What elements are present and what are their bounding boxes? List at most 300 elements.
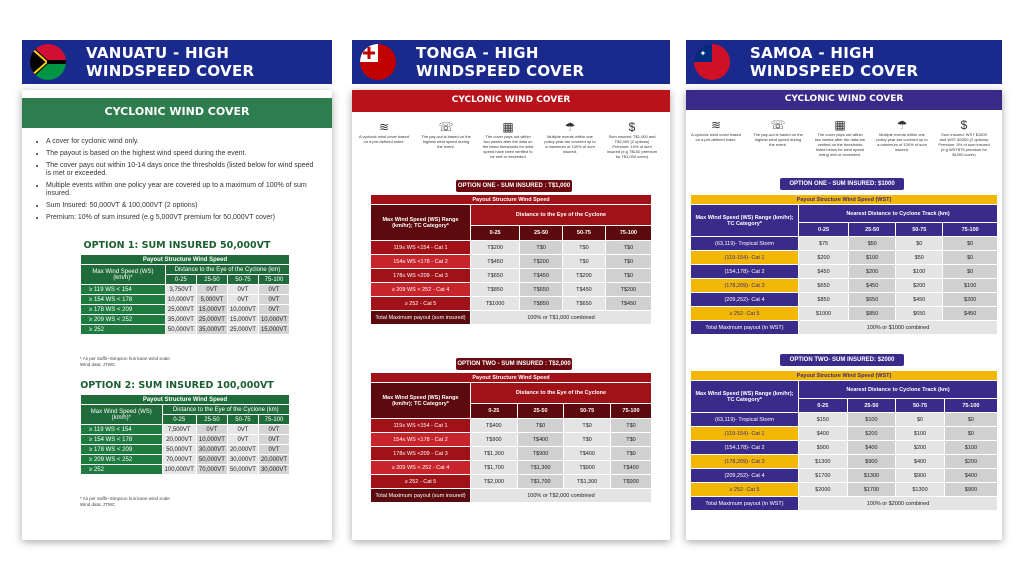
table-row xyxy=(81,325,290,335)
col-header: 75-100 xyxy=(258,415,289,425)
bullet-item: • The cover pays out within 10-14 days once the thresholds (listed below for wind speed is met or exceeded. xyxy=(46,162,318,178)
info-text: Sum insured: T$1,000 and T$2,000 (2 options) Premium: 10% of sum insured (e.g T$100 premium for T$1,000 cover) xyxy=(606,134,658,159)
cell: 5,000VT xyxy=(196,295,227,305)
table-row xyxy=(691,251,998,265)
cell: 10,000VT xyxy=(258,315,289,325)
col-header: 0-25 xyxy=(799,399,848,413)
row-label: 119≤ WS <154 - Cat 1 xyxy=(371,419,471,433)
tonga-title-line1: TONGA - HIGH xyxy=(416,44,539,62)
cell: $1700 xyxy=(847,483,896,497)
cell: 30,000VT xyxy=(258,465,289,475)
cell: $450 xyxy=(799,265,849,279)
cell: 10,000VT xyxy=(227,305,258,315)
phone-icon: ☏ xyxy=(438,120,454,134)
table-row xyxy=(371,461,652,475)
row-header: Max Wind Speed (WS) (km/h)* xyxy=(81,405,163,425)
cell: 0VT xyxy=(227,285,258,295)
table-total-row xyxy=(691,321,998,335)
table-row xyxy=(81,425,290,435)
col-header: 50-75 xyxy=(563,226,606,241)
cell: 0VT xyxy=(258,425,289,435)
tonga-flag-icon xyxy=(360,44,396,80)
cell: $900 xyxy=(944,483,997,497)
cell: T$900 xyxy=(564,461,611,475)
cell: $400 xyxy=(799,427,848,441)
money-bag-icon: $ xyxy=(628,120,636,134)
cell: $200 xyxy=(849,265,896,279)
row-header: Max Wind Speed (WS) Range (km/hr); TC Category* xyxy=(691,205,799,237)
table-row xyxy=(691,455,998,469)
tonga-option1-table xyxy=(370,194,652,325)
col-header: 25-50 xyxy=(196,275,227,285)
cell: T$400 xyxy=(471,419,518,433)
cell: $50 xyxy=(849,237,896,251)
cell: 0VT xyxy=(196,425,227,435)
cell: T$1,300 xyxy=(471,447,518,461)
bullet-item: • Multiple events within one policy year are covered up to a maximum of 100% of sum insured. xyxy=(46,182,318,198)
cell: $0 xyxy=(944,413,997,427)
tonga-header xyxy=(352,40,670,84)
vanuatu-option1-note xyxy=(80,356,170,368)
row-label: (119-154)- Cat 1 xyxy=(691,251,799,265)
cell: T$650 xyxy=(471,269,520,283)
cell: $200 xyxy=(799,251,849,265)
bullet-item: • Sum Insured: 50,000VT & 100,000VT (2 options) xyxy=(46,202,318,210)
vanuatu-sheet xyxy=(22,90,332,540)
row-label: ≥ 252 - Cat 5 xyxy=(371,475,471,489)
samoa-option1-table xyxy=(690,194,998,335)
info-text: The pay-out is based on the highest wind speed during the event. xyxy=(421,134,471,149)
cell: $1300 xyxy=(799,455,848,469)
cell: 0VT xyxy=(258,285,289,295)
table-row xyxy=(81,315,290,325)
cell: $1300 xyxy=(896,483,945,497)
cell: $150 xyxy=(799,413,848,427)
cell: $100 xyxy=(896,427,945,441)
cell: 0VT xyxy=(227,435,258,445)
total-label: Total Maximum payout (sum insured) xyxy=(371,489,471,503)
total-label: Total Maximum payout (in WST) xyxy=(691,497,799,511)
col-header: 50-75 xyxy=(564,404,611,419)
table-row xyxy=(371,447,652,461)
cell: $400 xyxy=(847,441,896,455)
col-header: 25-50 xyxy=(517,404,564,419)
row-label: 119≤ WS <154 - Cat 1 xyxy=(371,241,471,255)
cell: $0 xyxy=(896,237,943,251)
wind-icon: ≋ xyxy=(710,118,722,132)
vanuatu-title-line1: VANUATU - HIGH xyxy=(86,44,230,62)
cell: T$400 xyxy=(517,433,564,447)
col-header: 0-25 xyxy=(471,404,518,419)
table-row xyxy=(81,295,290,305)
info-tile xyxy=(752,118,804,147)
note-line: * As per Saffir–Simpson hurricane wind scale xyxy=(80,356,170,361)
row-label: (209,252)- Cat 4 xyxy=(691,469,799,483)
cell: T$0 xyxy=(610,419,651,433)
cell: 50,000VT xyxy=(165,325,196,335)
table-row xyxy=(691,441,998,455)
total-label: Total Maximum payout (sum insured) xyxy=(371,311,471,325)
cell: 0VT xyxy=(196,285,227,295)
cell: T$2,000 xyxy=(471,475,518,489)
cell: T$0 xyxy=(563,241,606,255)
cell: T$1,700 xyxy=(517,475,564,489)
note-line: Wind data: JTWC xyxy=(80,362,116,367)
cell: $100 xyxy=(943,279,998,293)
phone-icon: ☏ xyxy=(770,118,786,132)
cell: $200 xyxy=(943,293,998,307)
info-tile xyxy=(876,118,928,152)
row-label: ≥ 154 WS < 178 xyxy=(81,435,163,445)
cell: $100 xyxy=(896,265,943,279)
cell: 3,750VT xyxy=(165,285,196,295)
cell: T$850 xyxy=(520,297,563,311)
row-header: Max Wind Speed (WS) Range (km/hr); TC Category* xyxy=(371,383,471,419)
row-label: ≥ 209 WS < 252 - Cat 4 xyxy=(371,461,471,475)
cell: 20,000VT xyxy=(227,445,258,455)
samoa-panel xyxy=(686,40,1002,540)
row-header: Max Wind Speed (WS) (km/h)* xyxy=(81,265,166,285)
col-header: 75-100 xyxy=(944,399,997,413)
col-header: 25-50 xyxy=(849,223,896,237)
cell: $0 xyxy=(943,265,998,279)
cell: T$0 xyxy=(564,419,611,433)
samoa-header xyxy=(686,40,1002,84)
col-header: 25-50 xyxy=(520,226,563,241)
tonga-option2-table xyxy=(370,372,652,503)
table-row xyxy=(371,241,652,255)
cell: T$0 xyxy=(605,269,651,283)
cell: $850 xyxy=(849,307,896,321)
info-text: The cover pays out within two weeks after the data are verified on the thresholds listed below for wind speed being met or exceeded. xyxy=(814,132,866,157)
table-row xyxy=(691,293,998,307)
vanuatu-section-title: CYCLONIC WIND COVER xyxy=(104,105,250,118)
tonga-section-title: CYCLONIC WIND COVER xyxy=(451,95,571,105)
cell: $400 xyxy=(896,455,945,469)
info-tile xyxy=(482,120,534,159)
bullet-item: • Premium: 10% of sum insured (e.g 5,000VT premium for 50,000VT cover) xyxy=(46,214,318,222)
cell: $650 xyxy=(849,293,896,307)
cell: T$0 xyxy=(610,447,651,461)
table-row xyxy=(81,285,290,295)
table-row xyxy=(81,455,290,465)
cell: 30,000VT xyxy=(196,445,227,455)
vanuatu-bullet-list xyxy=(46,138,318,226)
row-label: ≥ 119 WS < 154 xyxy=(81,425,163,435)
cell: 7,500VT xyxy=(162,425,196,435)
cell: $0 xyxy=(896,413,945,427)
row-label: ≥ 209 WS < 252 xyxy=(81,455,163,465)
row-label: (119-154)- Cat 1 xyxy=(691,427,799,441)
total-value: 100% or $2000 combined xyxy=(799,497,998,511)
table-row xyxy=(371,269,652,283)
cell: T$200 xyxy=(471,241,520,255)
cell: T$400 xyxy=(564,447,611,461)
table-caption: Payout Structure Wind Speed xyxy=(371,373,652,383)
row-label: ≥ 209 WS < 252 - Cat 4 xyxy=(371,283,471,297)
cell: $2000 xyxy=(799,483,848,497)
cell: T$900 xyxy=(517,447,564,461)
umbrella-icon: ☂ xyxy=(564,120,576,134)
cell: $0 xyxy=(943,251,998,265)
wind-icon: ≋ xyxy=(378,120,390,134)
table-caption: Payout Structure Wind Speed xyxy=(371,195,652,205)
table-caption: Payout Structure Wind Speed (WST) xyxy=(691,371,998,381)
info-text: The cover pays out within two weeks after the data on the listed thresholds for wind speed have been verified to be met or exceeded xyxy=(482,134,534,159)
col-header: 50-75 xyxy=(227,275,258,285)
table-row xyxy=(371,419,652,433)
bullet-item: • A cover for cyclonic wind only. xyxy=(46,138,318,146)
vanuatu-flag-icon xyxy=(30,44,66,80)
col-header: 25-50 xyxy=(847,399,896,413)
table-caption: Payout Structure Wind Speed (WST) xyxy=(691,195,998,205)
info-tile xyxy=(420,120,472,149)
row-label: ≥ 252- Cat 5 xyxy=(691,307,799,321)
samoa-option2-table xyxy=(690,370,998,511)
col-header: 75-100 xyxy=(610,404,651,419)
cell: 15,000VT xyxy=(258,325,289,335)
cell: 70,000VT xyxy=(196,465,227,475)
samoa-title-line2: WINDSPEED COVER xyxy=(750,62,919,80)
cell: T$900 xyxy=(471,433,518,447)
total-value: 100% or T$2,000 combined xyxy=(471,489,652,503)
info-tile xyxy=(358,120,410,144)
row-label: 178≤ WS <209 - Cat 3 xyxy=(371,269,471,283)
row-label: (178,209)- Cat 3 xyxy=(691,279,799,293)
samoa-option1-label: OPTION ONE - SUM INSURED: $1000 xyxy=(780,178,904,190)
cell: $200 xyxy=(944,455,997,469)
cell: 0VT xyxy=(258,435,289,445)
info-tile xyxy=(606,120,658,159)
row-label: 178≤ WS <209 - Cat 3 xyxy=(371,447,471,461)
cell: $100 xyxy=(944,441,997,455)
cell: T$1,300 xyxy=(564,475,611,489)
info-tile xyxy=(690,118,742,142)
svg-text:✦: ✦ xyxy=(699,49,707,58)
col-group-header: Distance to the Eye of the Cyclone xyxy=(471,383,652,404)
cell: 15,000VT xyxy=(196,305,227,315)
row-label: ≥ 178 WS < 209 xyxy=(81,305,166,315)
cell: 50,000VT xyxy=(196,455,227,465)
cell: $450 xyxy=(896,293,943,307)
row-label: ≥ 119 WS < 154 xyxy=(81,285,166,295)
cell: 20,000VT xyxy=(162,435,196,445)
calendar-icon: ▦ xyxy=(502,120,514,134)
row-label: (154,178)- Cat 2 xyxy=(691,265,799,279)
row-label: 154≤ WS <178 - Cat 2 xyxy=(371,433,471,447)
table-caption: Payout Structure Wind Speed xyxy=(81,255,290,265)
cell: 0VT xyxy=(258,295,289,305)
cell: $75 xyxy=(799,237,849,251)
bullet-item: • The payout is based on the highest wind speed during the event. xyxy=(46,150,318,158)
table-row xyxy=(691,307,998,321)
cell: $200 xyxy=(896,279,943,293)
cell: T$450 xyxy=(471,255,520,269)
cell: T$450 xyxy=(520,269,563,283)
table-row xyxy=(691,483,998,497)
cell: 0VT xyxy=(258,445,289,455)
row-label: (63,119)- Tropical Storm xyxy=(691,413,799,427)
cell: T$0 xyxy=(517,419,564,433)
vanuatu-option2-title: OPTION 2: SUM INSURED 100,000VT xyxy=(80,380,274,391)
col-header: 0-25 xyxy=(799,223,849,237)
cell: $1300 xyxy=(847,469,896,483)
table-row xyxy=(691,427,998,441)
cell: T$0 xyxy=(563,255,606,269)
vanuatu-option1-table xyxy=(80,254,290,335)
cell: 35,000VT xyxy=(196,325,227,335)
vanuatu-title xyxy=(86,44,254,80)
cell: $850 xyxy=(799,293,849,307)
col-header: 25-50 xyxy=(196,415,227,425)
col-group-header: Distance to the Eye of the Cyclone (km) xyxy=(165,265,289,275)
total-label: Total Maximum payout (in WST) xyxy=(691,321,799,335)
cell: $0 xyxy=(943,237,998,251)
info-text: Multiple events within one policy year are covered up to a maximum of 100% of sum insured. xyxy=(876,132,928,152)
col-header: 0-25 xyxy=(471,226,520,241)
cell: 25,000VT xyxy=(196,315,227,325)
tonga-panel xyxy=(352,40,670,540)
table-row xyxy=(81,305,290,315)
cell: T$200 xyxy=(520,255,563,269)
tonga-option2-label: OPTION TWO - SUM INSURED : T$2,000 xyxy=(456,358,572,370)
samoa-flag-icon xyxy=(694,44,730,80)
col-header: 0-25 xyxy=(162,415,196,425)
col-header: 50-75 xyxy=(227,415,258,425)
table-row xyxy=(371,475,652,489)
cell: $200 xyxy=(847,427,896,441)
col-header: 75-100 xyxy=(605,226,651,241)
samoa-title-line1: SAMOA - HIGH xyxy=(750,44,875,62)
cell: T$400 xyxy=(610,461,651,475)
cell: $900 xyxy=(896,469,945,483)
col-header: 50-75 xyxy=(896,223,943,237)
cell: T$900 xyxy=(610,475,651,489)
umbrella-icon: ☂ xyxy=(896,118,908,132)
table-row xyxy=(81,445,290,455)
cell: $650 xyxy=(799,279,849,293)
cell: T$200 xyxy=(563,269,606,283)
samoa-sheet xyxy=(686,90,1002,540)
cell: 10,000VT xyxy=(165,295,196,305)
cell: T$1000 xyxy=(471,297,520,311)
table-row xyxy=(371,433,652,447)
row-label: ≥ 209 WS < 252 xyxy=(81,315,166,325)
vanuatu-title-line2: WINDSPEED COVER xyxy=(86,62,255,80)
row-label: ≥ 154 WS < 178 xyxy=(81,295,166,305)
cell: 30,000VT xyxy=(227,455,258,465)
info-tile xyxy=(938,118,990,157)
table-row xyxy=(81,435,290,445)
cell: $1700 xyxy=(799,469,848,483)
tonga-icon-row xyxy=(352,120,670,168)
cell: T$0 xyxy=(610,433,651,447)
tonga-option1-label: OPTION ONE - SUM INSURED : T$1,000 xyxy=(456,180,572,192)
cell: $900 xyxy=(847,455,896,469)
col-header: 0-25 xyxy=(165,275,196,285)
samoa-section-title: CYCLONIC WIND COVER xyxy=(784,94,904,104)
calendar-icon: ▦ xyxy=(834,118,846,132)
cell: 10,000VT xyxy=(196,435,227,445)
cell: 70,000VT xyxy=(162,455,196,465)
cell: $100 xyxy=(847,413,896,427)
cell: 15,000VT xyxy=(227,315,258,325)
row-header: Max Wind Speed (WS) Range (km/hr); TC Category* xyxy=(691,381,799,413)
cell: T$1,700 xyxy=(471,461,518,475)
cell: $1000 xyxy=(799,307,849,321)
info-text: The pay-out is based on the highest wind speed during the event. xyxy=(753,132,803,147)
samoa-icon-row xyxy=(686,118,1002,166)
cell: $900 xyxy=(799,441,848,455)
info-text: Multiple events within one policy year are covered up to a maximum of 100% of sum insured. xyxy=(544,134,596,154)
samoa-option2-label: OPTION TWO- SUM INSURED: $2000 xyxy=(780,354,904,366)
cell: $400 xyxy=(944,469,997,483)
cell: 0VT xyxy=(227,425,258,435)
cell: 25,000VT xyxy=(227,325,258,335)
table-row xyxy=(691,279,998,293)
table-row xyxy=(691,469,998,483)
table-caption: Payout Structure Wind Speed xyxy=(81,395,290,405)
col-group-header: Nearest Distance to Cyclone Track (km) xyxy=(799,381,998,399)
cell: $450 xyxy=(943,307,998,321)
cell: T$0 xyxy=(564,433,611,447)
info-tile xyxy=(544,120,596,154)
cell: 100,000VT xyxy=(162,465,196,475)
samoa-title xyxy=(750,44,918,80)
note-line: * As per Saffir–Simpson hurricane wind scale xyxy=(80,496,170,501)
row-label: ≥ 252 xyxy=(81,465,163,475)
tonga-title xyxy=(416,44,584,80)
money-bag-icon: $ xyxy=(960,118,968,132)
row-label: ≥ 252 - Cat 5 xyxy=(371,297,471,311)
cell: 0VT xyxy=(258,305,289,315)
vanuatu-header xyxy=(22,40,332,84)
cell: T$0 xyxy=(605,255,651,269)
info-text: Sum insured: WST $1000 and WST $2000 (2 options) Premium: 5% of sum insured (e.g WST$75 premium for $1000 cover) xyxy=(938,132,990,157)
cell: T$450 xyxy=(605,297,651,311)
cell: T$0 xyxy=(520,241,563,255)
col-group-header: Distance to the Eye of the Cyclone xyxy=(471,205,652,226)
cell: T$200 xyxy=(605,283,651,297)
cell: $450 xyxy=(849,279,896,293)
table-row xyxy=(691,413,998,427)
table-row xyxy=(691,265,998,279)
row-label: ≥ 252 xyxy=(81,325,166,335)
cell: $650 xyxy=(896,307,943,321)
row-label: (154,178)- Cat 2 xyxy=(691,441,799,455)
note-line: Wind data: JTWC xyxy=(80,502,116,507)
vanuatu-option2-table xyxy=(80,394,290,475)
cell: 20,000VT xyxy=(258,455,289,465)
row-label: (63,119)- Tropical Storm xyxy=(691,237,799,251)
table-total-row xyxy=(371,311,652,325)
col-header: 75-100 xyxy=(943,223,998,237)
tonga-sheet xyxy=(352,90,670,540)
row-label: 154≤ WS <178 - Cat 2 xyxy=(371,255,471,269)
row-header: Max Wind Speed (WS) Range (km/hr); TC Category* xyxy=(371,205,471,241)
info-text: A cyclonic wind cover based on a pre-defined index. xyxy=(358,134,410,144)
table-row xyxy=(371,283,652,297)
cell: 0VT xyxy=(227,295,258,305)
table-row xyxy=(81,465,290,475)
cell: 50,000VT xyxy=(227,465,258,475)
tonga-title-line2: WINDSPEED COVER xyxy=(416,62,585,80)
cell: T$0 xyxy=(605,241,651,255)
cell: $50 xyxy=(896,251,943,265)
cell: 25,000VT xyxy=(165,305,196,315)
cell: T$450 xyxy=(563,283,606,297)
table-row xyxy=(371,255,652,269)
